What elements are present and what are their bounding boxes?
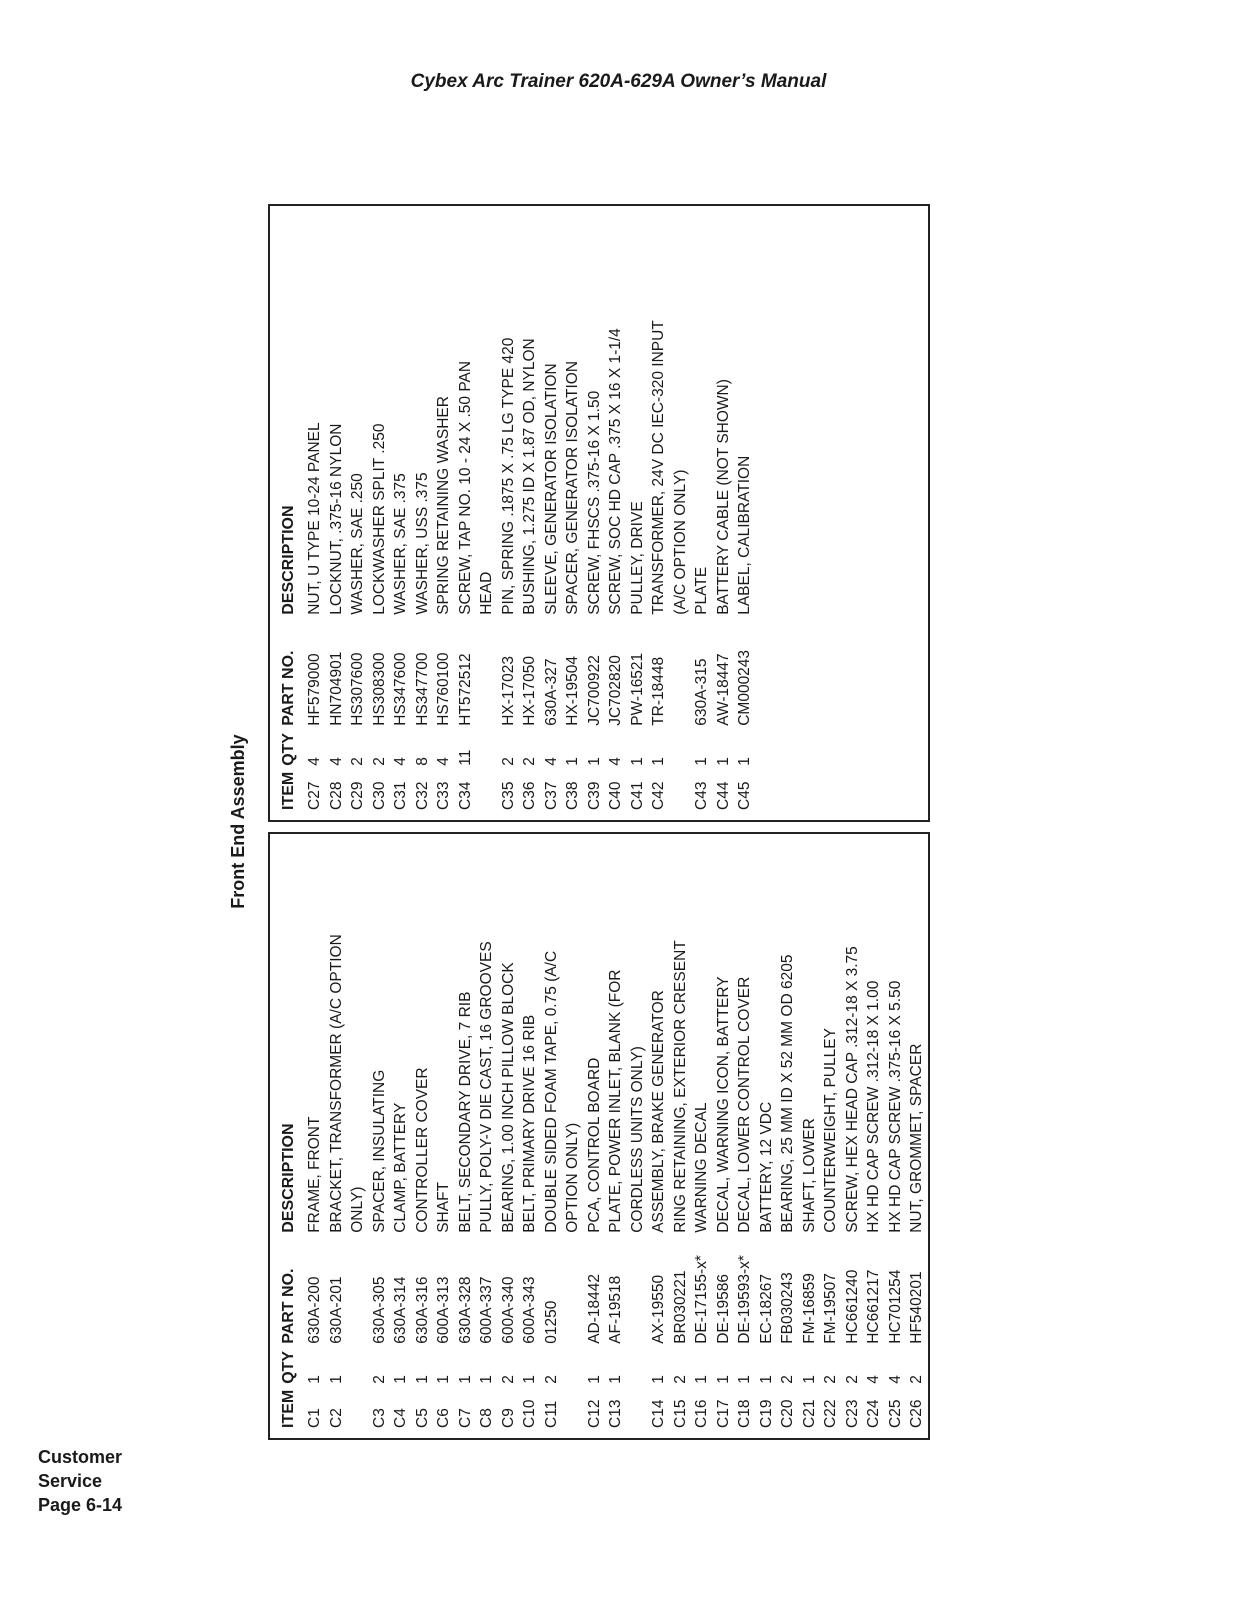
table-row <box>670 279 692 810</box>
table-row <box>799 897 821 1428</box>
cell-qty <box>670 726 692 766</box>
cell-qty: 1 <box>392 1375 409 1384</box>
cell-part-no: EC-18267 <box>757 1273 775 1344</box>
cell-description: TRANSFORMER, 24V DC IEC-320 INPUT <box>650 320 667 615</box>
table-row <box>347 279 369 810</box>
col-header-qty: QTY <box>280 1350 297 1384</box>
cell-item: C13 <box>607 1399 624 1428</box>
table-row <box>412 279 434 810</box>
cell-part-no: PW-16521 <box>628 652 646 726</box>
cell-part-no: 630A-200 <box>306 1276 323 1344</box>
cell-qty: 1 <box>736 1375 753 1384</box>
table-row <box>885 897 907 1428</box>
cell-item: C41 <box>628 781 646 810</box>
cell-item <box>347 1384 369 1428</box>
cell-item: C29 <box>349 781 366 810</box>
cell-description: BELT, PRIMARY DRIVE 16 RIB <box>521 1014 538 1233</box>
cell-description: BEARING, 1.00 INCH PILLOW BLOCK <box>499 962 517 1233</box>
col-header-part-no: PART NO. <box>280 650 297 726</box>
cell-part-no: HX-17023 <box>499 655 517 726</box>
cell-item <box>670 766 692 810</box>
cell-description: OPTION ONLY) <box>564 1122 581 1233</box>
table-row <box>584 279 606 810</box>
cell-part-no <box>627 1233 649 1344</box>
cell-part-no <box>670 615 692 726</box>
table-row <box>390 897 412 1428</box>
cell-description: SHAFT <box>435 1181 452 1233</box>
cell-description: NUT, U TYPE 10-24 PANEL <box>306 422 323 615</box>
cell-item: C28 <box>327 781 345 810</box>
cell-description: WASHER, SAE .250 <box>349 473 366 615</box>
cell-description: PIN, SPRING .1875 X .75 LG TYPE 420 <box>499 337 517 615</box>
cell-item: C15 <box>671 1399 689 1428</box>
table-row <box>498 279 520 810</box>
cell-item: C31 <box>392 781 409 810</box>
cell-part-no: TR-18448 <box>650 656 667 726</box>
cell-item: C33 <box>435 781 452 810</box>
col-header-part-no: PART NO. <box>280 1268 297 1344</box>
cell-part-no: JC700922 <box>585 655 603 726</box>
col-header-description: DESCRIPTION <box>280 505 297 615</box>
table-header-row <box>280 279 304 810</box>
cell-part-no: FM-19507 <box>822 1273 839 1344</box>
table-row <box>648 279 670 810</box>
cell-item: C3 <box>370 1408 388 1428</box>
cell-qty: 1 <box>327 1375 345 1384</box>
cell-description: PULLY, POLY-V DIE CAST, 16 GROOVES <box>478 941 495 1233</box>
cell-description: SCREW, HEX HEAD CAP .312-18 X 3.75 <box>843 946 861 1233</box>
cell-part-no: HN704901 <box>327 651 345 726</box>
parts-table-right <box>280 279 756 810</box>
cell-item: C27 <box>306 781 323 810</box>
cell-qty: 1 <box>714 757 732 766</box>
cell-description: HX HD CAP SCREW .312-18 X 1.00 <box>865 980 882 1233</box>
cell-qty: 1 <box>456 1375 474 1384</box>
table-row <box>777 897 799 1428</box>
parts-table-right-body <box>304 279 756 810</box>
table-row <box>820 897 842 1428</box>
cell-item: C35 <box>499 781 517 810</box>
cell-item <box>562 1384 584 1428</box>
cell-description: CLAMP, BATTERY <box>392 1102 409 1233</box>
cell-qty: 1 <box>650 1375 667 1384</box>
cell-description: RING RETAINING, EXTERIOR CRESENT <box>671 940 689 1233</box>
cell-item: C17 <box>714 1399 732 1428</box>
cell-qty <box>562 1344 584 1384</box>
cell-qty <box>627 1344 649 1384</box>
cell-qty: 1 <box>478 1375 495 1384</box>
table-row <box>627 897 649 1428</box>
col-header-item: ITEM <box>280 771 297 810</box>
table-row <box>476 279 498 810</box>
cell-part-no <box>476 615 498 726</box>
cell-part-no: HC661240 <box>843 1269 861 1344</box>
cell-qty: 2 <box>671 1375 689 1384</box>
table-row <box>304 279 326 810</box>
cell-qty: 1 <box>693 757 710 766</box>
cell-item: C43 <box>693 781 710 810</box>
table-row <box>455 897 477 1428</box>
cell-description: PLATE <box>693 566 710 615</box>
cell-description: HX HD CAP SCREW .375-16 X 5.50 <box>886 980 904 1233</box>
cell-item: C6 <box>435 1408 452 1428</box>
cell-qty: 2 <box>499 757 517 766</box>
cell-description: (A/C OPTION ONLY) <box>671 469 689 615</box>
cell-qty: 2 <box>521 757 538 766</box>
cell-qty: 1 <box>521 1375 538 1384</box>
parts-table-left <box>280 897 928 1428</box>
col-header-description: DESCRIPTION <box>280 1123 297 1233</box>
table-row <box>433 279 455 810</box>
cell-description: SCREW, SOC HD CAP .375 X 16 X 1-1/4 <box>607 328 624 615</box>
cell-item: C2 <box>327 1408 345 1428</box>
cell-description: CONTROLLER COVER <box>413 1067 431 1233</box>
table-row <box>541 897 563 1428</box>
table-row <box>562 279 584 810</box>
table-row <box>347 897 369 1428</box>
cell-part-no: AF-19518 <box>607 1275 624 1344</box>
cell-part-no: HT572512 <box>456 653 474 726</box>
page-header-title: Cybex Arc Trainer 620A-629A Owner’s Manual <box>410 71 827 92</box>
cell-part-no: DE-19593-x* <box>736 1255 753 1344</box>
cell-part-no: 01250 <box>542 1300 560 1344</box>
table-row <box>369 279 391 810</box>
table-row <box>455 279 477 810</box>
cell-qty: 1 <box>800 1375 818 1384</box>
cell-item: C20 <box>779 1399 796 1428</box>
cell-description: DECAL, LOWER CONTROL COVER <box>736 976 753 1233</box>
cell-part-no: AX-19550 <box>650 1274 667 1344</box>
cell-part-no: 630A-201 <box>327 1276 345 1344</box>
cell-description: ONLY) <box>349 1186 366 1233</box>
table-row <box>756 897 778 1428</box>
cell-description: SPRING RETAINING WASHER <box>435 396 452 615</box>
cell-part-no: HF579000 <box>306 653 323 726</box>
cell-description: SHAFT, LOWER <box>800 1118 818 1233</box>
table-row <box>498 897 520 1428</box>
cell-qty: 1 <box>306 1375 323 1384</box>
cell-item: C37 <box>542 781 560 810</box>
cell-item: C38 <box>564 781 581 810</box>
cell-part-no: HC661217 <box>865 1269 882 1344</box>
cell-item: C16 <box>693 1399 710 1428</box>
cell-part-no: CM000243 <box>736 649 753 726</box>
cell-part-no: 630A-316 <box>413 1276 431 1344</box>
cell-description: WARNING DECAL <box>693 1102 710 1233</box>
cell-qty: 1 <box>757 1375 775 1384</box>
table-row <box>627 279 649 810</box>
cell-item: C11 <box>542 1400 560 1428</box>
table-row <box>433 897 455 1428</box>
cell-description: FRAME, FRONT <box>306 1116 323 1233</box>
table-row <box>562 897 584 1428</box>
table-row <box>648 897 670 1428</box>
cell-part-no: 630A-328 <box>456 1276 474 1344</box>
cell-description: SPACER, GENERATOR ISOLATION <box>564 360 581 615</box>
cell-description: LOCKWASHER SPLIT .250 <box>370 423 388 615</box>
cell-qty: 2 <box>779 1375 796 1384</box>
cell-description: WASHER, SAE .375 <box>392 473 409 615</box>
cell-item: C25 <box>886 1399 904 1428</box>
cell-part-no: JC702820 <box>607 655 624 726</box>
cell-part-no: HS308300 <box>370 652 388 726</box>
cell-description: PLATE, POWER INLET, BLANK (FOR <box>607 969 624 1233</box>
cell-part-no: HC701254 <box>886 1269 904 1344</box>
table-row <box>842 897 864 1428</box>
cell-qty: 2 <box>499 1375 517 1384</box>
cell-qty: 2 <box>822 1375 839 1384</box>
cell-part-no: HF540201 <box>908 1271 925 1344</box>
cell-description: BRACKET, TRANSFORMER (A/C OPTION <box>327 934 345 1233</box>
cell-description: SCREW, FHSCS .375-16 X 1.50 <box>585 390 603 615</box>
cell-part-no: 630A-305 <box>370 1276 388 1344</box>
cell-part-no <box>347 1233 369 1344</box>
cell-qty <box>347 1344 369 1384</box>
cell-part-no: 630A-315 <box>693 658 710 726</box>
cell-qty: 1 <box>607 1375 624 1384</box>
table-row <box>584 897 606 1428</box>
cell-part-no: 600A-343 <box>521 1276 538 1344</box>
cell-item: C12 <box>585 1399 603 1428</box>
cell-part-no: HS347700 <box>413 652 431 726</box>
cell-qty: 4 <box>865 1375 882 1384</box>
table-header-row <box>280 897 304 1428</box>
cell-part-no: FB030243 <box>779 1272 796 1344</box>
cell-item: C9 <box>499 1408 517 1428</box>
cell-description: BATTERY CABLE (NOT SHOWN) <box>714 379 732 615</box>
cell-description: NUT, GROMMET, SPACER <box>908 1043 925 1233</box>
cell-item: C8 <box>478 1408 495 1428</box>
cell-item: C34 <box>456 781 474 810</box>
cell-qty: 1 <box>435 1375 452 1384</box>
parts-table-right-box <box>268 204 930 822</box>
cell-qty: 1 <box>413 1375 431 1384</box>
col-header-qty: QTY <box>280 732 297 766</box>
table-row <box>519 279 541 810</box>
cell-item: C24 <box>865 1399 882 1428</box>
cell-description: CORDLESS UNITS ONLY) <box>628 1046 646 1233</box>
cell-qty: 2 <box>349 757 366 766</box>
table-row <box>519 897 541 1428</box>
cell-description: LABEL, CALIBRATION <box>736 455 753 615</box>
cell-description: BUSHING, 1.275 ID X 1.87 OD, NYLON <box>521 338 538 615</box>
cell-item: C23 <box>843 1399 861 1428</box>
parts-table-left-body <box>304 897 928 1428</box>
cell-item: C32 <box>413 781 431 810</box>
table-row <box>734 279 756 810</box>
section-title: Front End Assembly <box>228 734 248 909</box>
cell-qty: 2 <box>908 1375 925 1384</box>
cell-qty: 2 <box>370 757 388 766</box>
cell-qty: 4 <box>886 1375 904 1384</box>
cell-item: C45 <box>736 781 753 810</box>
col-header-item: ITEM <box>280 1389 297 1428</box>
cell-qty: 2 <box>370 1375 388 1384</box>
parts-table-left-box <box>268 832 930 1440</box>
cell-qty: 4 <box>327 757 345 766</box>
table-row <box>734 897 756 1428</box>
cell-item: C1 <box>306 1408 323 1428</box>
cell-description: SCREW, TAP NO. 10 - 24 X .50 PAN <box>456 360 474 615</box>
cell-qty: 1 <box>736 757 753 766</box>
cell-qty <box>476 726 498 766</box>
cell-item: C21 <box>800 1399 818 1428</box>
cell-item: C22 <box>822 1399 839 1428</box>
table-row <box>691 897 713 1428</box>
cell-description: WASHER, USS .375 <box>413 472 431 615</box>
cell-description: SPACER, INSULATING <box>370 1069 388 1233</box>
cell-item <box>476 766 498 810</box>
cell-qty: 1 <box>628 757 646 766</box>
cell-description: BATTERY, 12 VDC <box>757 1101 775 1233</box>
cell-item: C36 <box>521 781 538 810</box>
table-row <box>326 897 348 1428</box>
cell-description: COUNTERWEIGHT, PULLEY <box>822 1028 839 1233</box>
cell-description: DECAL, WARNING ICON, BATTERY <box>714 976 732 1233</box>
cell-description: HEAD <box>478 571 495 615</box>
cell-qty: 1 <box>650 757 667 766</box>
cell-description: DOUBLE SIDED FOAM TAPE, 0.75 (A/C <box>542 950 560 1233</box>
table-row <box>412 897 434 1428</box>
cell-part-no <box>562 1233 584 1344</box>
cell-part-no: 600A-313 <box>435 1276 452 1344</box>
cell-description: PULLEY, DRIVE <box>628 501 646 615</box>
table-row <box>326 279 348 810</box>
cell-item: C44 <box>714 781 732 810</box>
cell-description: LOCKNUT, .375-16 NYLON <box>327 423 345 615</box>
cell-item: C40 <box>607 781 624 810</box>
table-row <box>476 897 498 1428</box>
cell-description: ASSEMBLY, BRAKE GENERATOR <box>650 990 667 1233</box>
cell-part-no: HX-19504 <box>564 655 581 726</box>
cell-item: C7 <box>456 1408 474 1428</box>
cell-part-no: HS760100 <box>435 652 452 726</box>
cell-qty: 4 <box>392 757 409 766</box>
cell-qty: 11 <box>456 749 474 766</box>
cell-item: C19 <box>757 1399 775 1428</box>
cell-qty: 1 <box>585 1375 603 1384</box>
cell-item: C30 <box>370 781 388 810</box>
footer-page-number: Page 6-14 <box>38 1495 123 1515</box>
cell-qty: 2 <box>843 1375 861 1384</box>
table-row <box>390 279 412 810</box>
cell-qty: 4 <box>607 757 624 766</box>
table-row <box>605 897 627 1428</box>
page-footer <box>38 1445 122 1517</box>
cell-description: BEARING, 25 MM ID X 52 MM OD 6205 <box>779 954 796 1233</box>
cell-description: BELT, SECONDARY DRIVE, 7 RIB <box>456 991 474 1233</box>
cell-qty: 1 <box>714 1375 732 1384</box>
cell-item: C5 <box>413 1408 431 1428</box>
table-row <box>304 897 326 1428</box>
cell-part-no: FM-16859 <box>800 1273 818 1344</box>
rotated-parts-section <box>226 199 938 1444</box>
table-row <box>670 897 692 1428</box>
cell-part-no: HS307600 <box>349 652 366 726</box>
table-row <box>906 897 928 1428</box>
cell-item: C42 <box>650 781 667 810</box>
cell-qty: 1 <box>585 757 603 766</box>
cell-description: PCA, CONTROL BOARD <box>585 1057 603 1233</box>
table-row <box>713 279 735 810</box>
cell-part-no: DE-19586 <box>714 1273 732 1344</box>
cell-part-no: AD-18442 <box>585 1273 603 1344</box>
table-row <box>541 279 563 810</box>
cell-item: C26 <box>908 1399 925 1428</box>
cell-item: C10 <box>521 1399 538 1428</box>
cell-part-no: DE-17155-x* <box>693 1255 710 1344</box>
cell-item <box>627 1384 649 1428</box>
table-row <box>863 897 885 1428</box>
cell-qty: 4 <box>435 757 452 766</box>
cell-item: C14 <box>650 1399 667 1428</box>
footer-line-service: Service <box>38 1471 103 1491</box>
cell-qty: 4 <box>542 757 560 766</box>
cell-qty: 4 <box>306 757 323 766</box>
cell-part-no: 630A-314 <box>392 1276 409 1344</box>
footer-line-customer: Customer <box>38 1447 123 1467</box>
table-row <box>369 897 391 1428</box>
cell-part-no: BR030221 <box>671 1270 689 1344</box>
cell-qty: 1 <box>564 757 581 766</box>
table-row <box>605 279 627 810</box>
cell-item: C39 <box>585 781 603 810</box>
cell-part-no: HX-17050 <box>521 655 538 726</box>
cell-qty: 2 <box>542 1375 560 1384</box>
table-row <box>713 897 735 1428</box>
cell-item: C4 <box>392 1408 409 1428</box>
cell-item: C18 <box>736 1399 753 1428</box>
cell-qty: 1 <box>693 1375 710 1384</box>
cell-part-no: HS347600 <box>392 652 409 726</box>
cell-qty: 8 <box>413 757 431 766</box>
table-row <box>691 279 713 810</box>
cell-part-no: AW-18447 <box>714 653 732 726</box>
cell-part-no: 600A-337 <box>478 1276 495 1344</box>
cell-part-no: 630A-327 <box>542 658 560 726</box>
cell-part-no: 600A-340 <box>499 1276 517 1344</box>
cell-description: SLEEVE, GENERATOR ISOLATION <box>542 363 560 615</box>
